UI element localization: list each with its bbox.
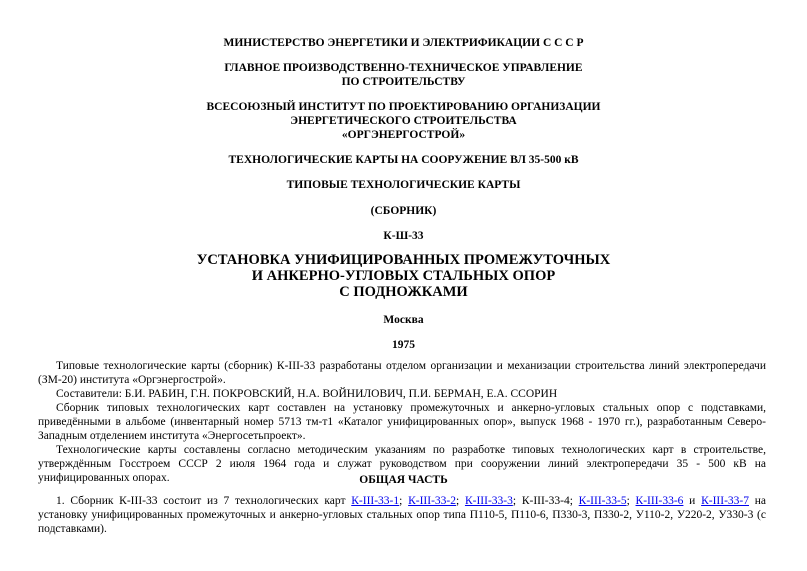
city: Москва (383, 314, 424, 326)
institute-heading-line1: ВСЕСОЮЗНЫЙ ИНСТИТУТ ПО ПРОЕКТИРОВАНИЮ ОРГАНИЗАЦИИ (206, 101, 601, 113)
link-k-iii-33-6[interactable]: К-III-33-6 (635, 495, 684, 507)
code-heading: К-Ш-33 (383, 230, 424, 242)
section-title-general: ОБЩАЯ ЧАСТЬ (359, 474, 448, 486)
general-1-start: 1. Сборник К-III-33 состоит из 7 технологических карт (56, 495, 352, 507)
link-k-iii-33-5[interactable]: К-III-33-5 (578, 495, 627, 507)
paragraph-authors: Составители: Б.И. РАБИН, Г.Н. ПОКРОВСКИЙ, Н.А. ВОЙНИЛОВИЧ, П.И. БЕРМАН, Е.А. ССОРИН (56, 388, 558, 400)
link-k-iii-33-2[interactable]: К-III-33-2 (408, 495, 456, 507)
directorate-heading-line1: ГЛАВНОЕ ПРОИЗВОДСТВЕННО-ТЕХНИЧЕСКОЕ УПРАВЛЕНИЕ (224, 62, 583, 74)
general-1-end: на установку унифицированных промежуточных и анкерно-угловых стальных опор типа П110-5, П110-6, П330-3, П330-2, У110-2, У220-2, У330-3 (с подставками). (38, 495, 767, 536)
link-k-iii-33-7[interactable]: К-III-33-7 (701, 495, 749, 507)
collection-heading: (СБОРНИК) (370, 205, 437, 217)
ministry-heading: МИНИСТЕРСТВО ЭНЕРГЕТИКИ И ЭЛЕКТРИФИКАЦИИ С С С Р (223, 37, 584, 49)
paragraph-general-1: 1. Сборник К-III-33 состоит из 7 технологических карт К-III-33-1; К-III-33-2; К-III-33-3; К-III-33-4; К-III-33-5; К-III-33-6 и К-III-33-7 на установку унифицированных промежуточных и анкерно-угловых стальных опор типа П110-5, П110-6, П330-3, П330-2, У110-2, У220-2, У330-3 (с подставками). (38, 495, 767, 536)
title-line2: И АНКЕРНО-УГЛОВЫХ СТАЛЬНЫХ ОПОР (251, 268, 556, 284)
year: 1975 (392, 339, 415, 351)
institute-heading-line3: «ОРГЭНЕРГОСТРОЙ» (341, 129, 466, 141)
title-line3: С ПОДНОЖКАМИ (339, 284, 468, 300)
paragraph-developers: Типовые технологические карты (сборник) К-III-33 разработаны отделом организации и механизации строительства линий электропередачи (ЗМ-20) института «Оргэнергострой». (38, 360, 766, 387)
paragraph-methodology: Технологические карты составлены согласно методическим указаниям по разработке типовых технологических карт в строительстве, утверждённым Госстроем СССР 2 июля 1964 года и служат руководством при сооружении линий электропередачи 35 - 500 кВ на унифицированных опорах. (38, 444, 766, 485)
item-k-iii-33-4: К-III-33-4 (521, 495, 570, 507)
type-heading: ТИПОВЫЕ ТЕХНОЛОГИЧЕСКИЕ КАРТЫ (286, 179, 521, 191)
institute-heading-line2: ЭНЕРГЕТИЧЕСКОГО СТРОИТЕЛЬСТВА (290, 115, 517, 127)
link-k-iii-33-1[interactable]: К-III-33-1 (351, 495, 400, 507)
directorate-heading-line2: ПО СТРОИТЕЛЬСТВУ (341, 76, 466, 88)
title-line1: УСТАНОВКА УНИФИЦИРОВАННЫХ ПРОМЕЖУТОЧНЫХ (196, 252, 611, 268)
paragraph-composition: Сборник типовых технологических карт составлен на установку промежуточных и анкерно-угловых стальных опор с подставками, приведёнными в альбоме (инвентарный номер 5713 тм-т1 «Каталог унифицированных опор», выпуск 1968 - 1970 гг.), разработанным Северо-Западным отделением института «Энергосетьпроект». (38, 402, 766, 443)
link-k-iii-33-3[interactable]: К-III-33-3 (464, 495, 513, 507)
series-heading: ТЕХНОЛОГИЧЕСКИЕ КАРТЫ НА СООРУЖЕНИЕ ВЛ 35-500 кВ (228, 154, 579, 166)
